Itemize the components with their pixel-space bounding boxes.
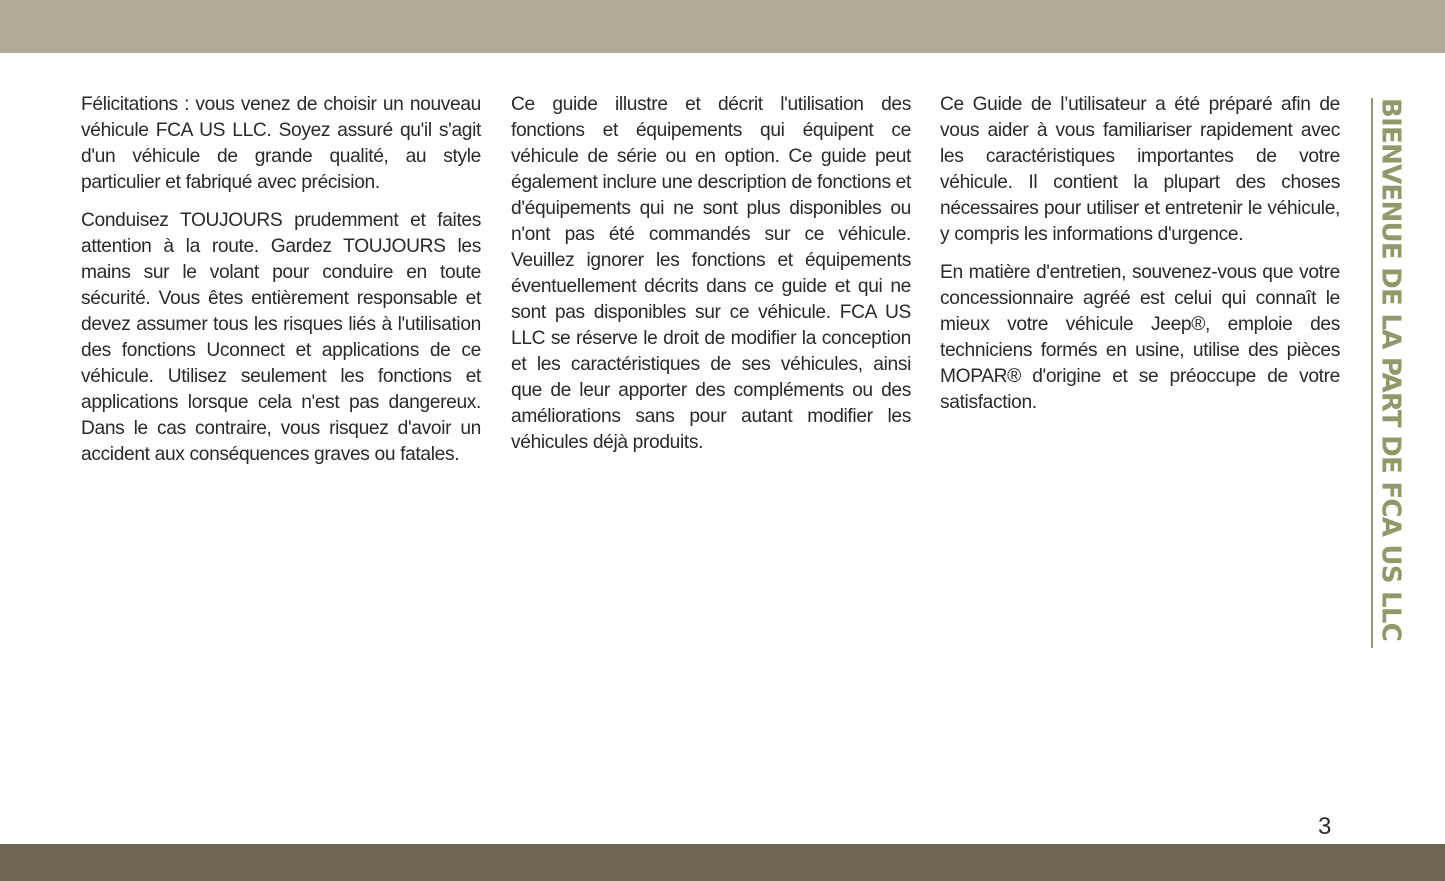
- paragraph: Ce guide illustre et décrit l'utilisation des fonctions et équipements qui équipent ce véhicule de série ou en option. Ce guide peut également inclure une description de fonctions et d'équipements qui ne sont plus disponibles ou n'ont pas été commandés sur ce véhicule. Veuillez ignorer les fonctions et équipements éventuellement décrits dans ce guide et qui ne sont pas disponibles sur ce véhicule. FCA US LLC se réserve le droit de modifier la conception et les caractéristiques de ses véhicules, ainsi que de leur apporter des compléments ou des améliorations sans pour autant modifier les véhicules déjà produits.: [511, 94, 911, 453]
- paragraph: Ce Guide de l’utilisateur a été préparé afin de vous aider à vous familiariser rapidement avec les caractéristiques importantes de votre véhicule. Il contient la plupart des choses nécessaires pour utiliser et entretenir le véhicule, y compris les informations d'urgence.: [940, 94, 1340, 245]
- text-column-3: [940, 92, 1340, 428]
- footer-band: [0, 844, 1445, 881]
- paragraph: Félicitations : vous venez de choisir un nouveau véhicule FCA US LLC. Soyez assuré qu'il s'agit d'un véhicule de grande qualité, au style particulier et fabriqué avec précision.: [81, 94, 481, 193]
- section-side-title: BIENVENUE DE LA PART DE FCA US LLC: [1376, 98, 1407, 642]
- text-column-2: [511, 92, 911, 468]
- side-title-rule: [1371, 98, 1411, 648]
- paragraph: En matière d'entretien, souvenez-vous que votre concessionnaire agréé est celui qui connaît le mieux votre véhicule Jeep®, emploie des techniciens formés en usine, utilise des pièces MOPAR® d'origine et se préoccupe de votre satisfaction.: [940, 262, 1340, 413]
- paragraph: Conduisez TOUJOURS prudemment et faites attention à la route. Gardez TOUJOURS les mains sur le volant pour conduire en toute sécurité. Vous êtes entièrement responsable et devez assumer tous les risques liés à l'utilisation des fonctions Uconnect et applications de ce véhicule. Utilisez seulement les fonctions et applications lorsque cela n'est pas dangereux. Dans le cas contraire, vous risquez d'avoir un accident aux conséquences graves ou fatales.: [81, 210, 481, 465]
- text-column-1: [81, 92, 481, 480]
- page-number: 3: [1318, 813, 1332, 840]
- header-band: [0, 0, 1445, 53]
